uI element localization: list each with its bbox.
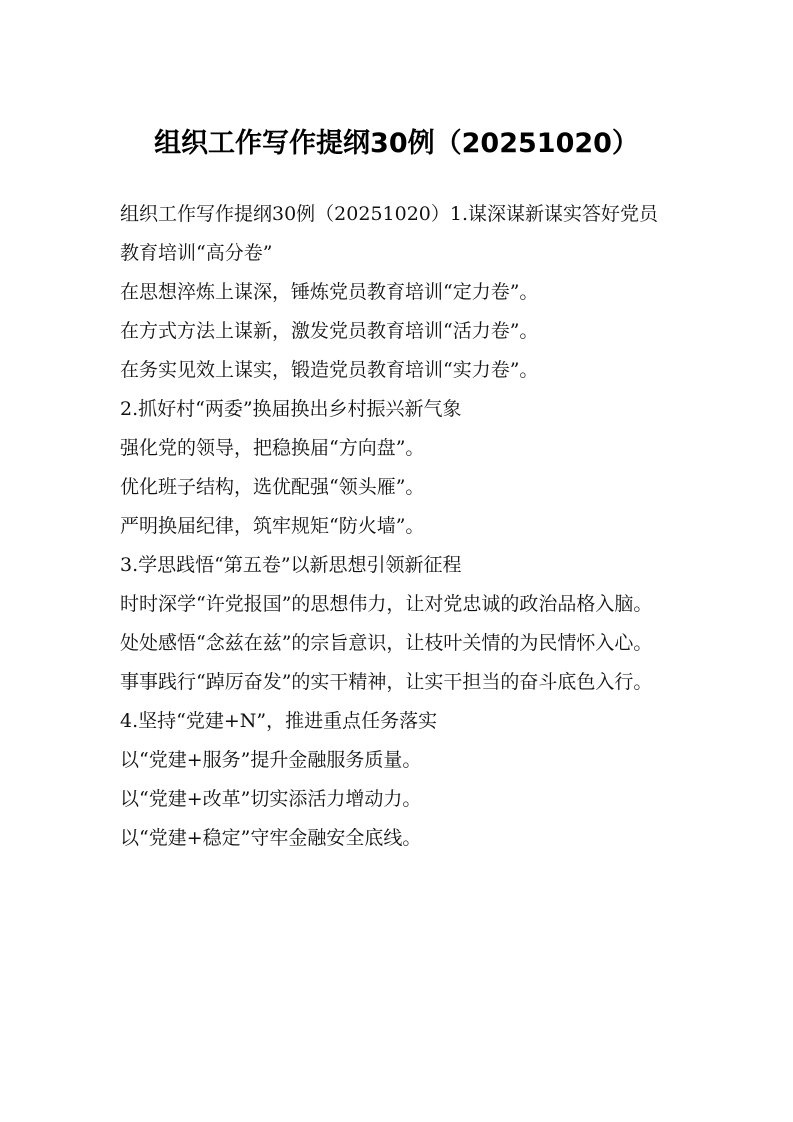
document-title: 组织工作写作提纲30例（20251020） [154,128,639,159]
paragraph: 严明换届纪律，筑牢规矩“防火墙”。 [120,515,425,537]
paragraph: 时时深学“许党报国”的思想伟力，让对党忠诚的政治品格入脑。 [120,593,653,615]
paragraph: 3.学思践悟“第五卷”以新思想引领新征程 [120,554,462,576]
document-body [120,195,676,858]
paragraph: 在务实见效上谋实，锻造党员教育培训“实力卷”。 [120,359,539,381]
paragraph: 强化党的领导，把稳换届“方向盘”。 [120,437,425,459]
paragraph: 以“党建+服务”提升金融服务质量。 [120,749,422,771]
paragraph: 4.坚持“党建+N”，推进重点任务落实 [120,710,438,732]
paragraph: 在思想淬炼上谋深，锤炼党员教育培训“定力卷”。 [120,281,539,303]
paragraph: 在方式方法上谋新，激发党员教育培训“活力卷”。 [120,320,539,342]
paragraph: 事事践行“踔厉奋发”的实干精神，让实干担当的奋斗底色入行。 [120,671,653,693]
paragraph: 以“党建+稳定”守牢金融安全底线。 [120,827,422,849]
paragraph: 处处感悟“念兹在兹”的宗旨意识，让枝叶关情的为民情怀入心。 [120,632,653,654]
paragraph: 优化班子结构，选优配强“领头雁”。 [120,476,425,498]
paragraph: 以“党建+改革”切实添活力增动力。 [120,788,422,810]
paragraph: 2.抓好村“两委”换届换出乡村振兴新气象 [120,398,462,420]
paragraph: 组织工作写作提纲30例（20251020）1.谋深谋新谋实答好党员教育培训“高分卷” [120,203,659,264]
